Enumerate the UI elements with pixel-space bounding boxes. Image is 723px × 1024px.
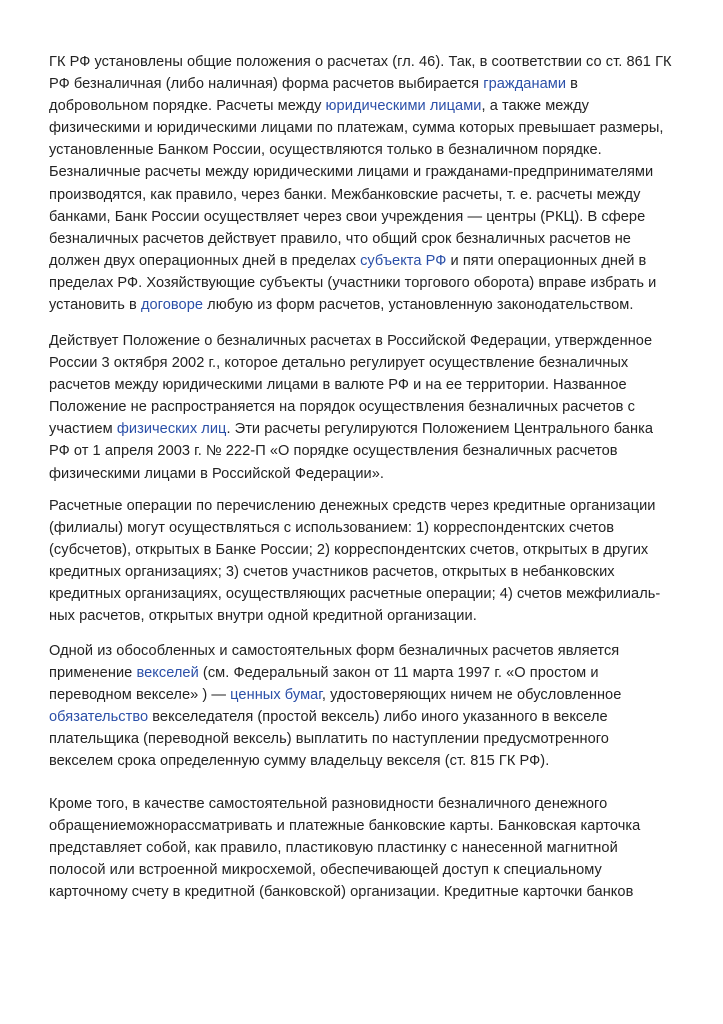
inline-link[interactable]: векселей — [136, 665, 199, 682]
text-segment: РФ от 1 апреля 2003 г. № 222-П «О порядке осуществления безналичных расчетов — [49, 443, 618, 460]
text-segment: физическими лицами в Российской Федерации». — [49, 465, 384, 482]
text-segment: карточному счету в кредитной (банковской) организации. Кредитные карточки банков — [49, 884, 634, 901]
text-segment: переводном векселе» ) — — [49, 687, 231, 704]
text-line — [49, 95, 689, 117]
text-segment: добровольном порядке. Расчеты между — [49, 98, 326, 115]
text-segment: ГК РФ установлены общие положения о расчетах (гл. 46). Так, в соответствии со ст. 861 ГК — [49, 54, 672, 70]
text-line — [49, 206, 689, 228]
text-segment: пределах РФ. Хозяйствующие субъекты (участники торгового оборота) вправе избрать и — [49, 274, 657, 291]
text-segment: полосой или встроенной микросхемой, обеспечивающей доступ к специальному — [49, 862, 602, 879]
text-segment: векселем срока определенную сумму владельцу векселя (ст. 815 ГК РФ). — [49, 753, 550, 770]
text-line — [49, 418, 689, 440]
text-segment: Кроме того, в качестве самостоятельной разновидности безналичного денежного — [49, 796, 608, 812]
text-line — [49, 463, 689, 485]
text-segment: Расчетные операции по перечислению денежных средств через кредитные организации — [49, 498, 656, 514]
text-segment: Одной из обособленных и самостоятельных форм безналичных расчетов является — [49, 643, 620, 659]
text-line — [49, 250, 689, 272]
text-line — [49, 228, 689, 250]
inline-link[interactable]: гражданами — [483, 76, 567, 93]
text-line — [49, 117, 689, 139]
text-line — [49, 859, 689, 881]
text-segment: плательщика (переводной вексель) выплатить по наступлении предусмотренного — [49, 731, 609, 748]
text-line — [49, 793, 689, 815]
text-line — [49, 272, 689, 294]
inline-link[interactable]: юридическими лицами — [325, 98, 482, 115]
text-segment: кредитных организациях; 3) счетов участников расчетов, открытых в небанковских — [49, 564, 615, 581]
paragraph-settlement-forms — [49, 51, 689, 316]
text-segment: в — [566, 76, 578, 93]
text-line — [49, 184, 689, 206]
paragraph-regulation-on-cashless-payments — [49, 330, 689, 485]
paragraph-settlement-operations — [49, 495, 689, 628]
text-segment: участием — [49, 421, 117, 438]
text-segment: Положение не распространяется на порядок осуществления безналичных расчетов с — [49, 399, 635, 416]
text-line — [49, 561, 689, 583]
text-segment: расчетов между юридическими лицами в валюте РФ и на ее территории. Названное — [49, 377, 627, 394]
text-line — [49, 539, 689, 561]
text-segment: обращениеможнорассматривать и платежные банковские карты. Банковская карточка — [49, 818, 641, 835]
text-segment: (субсчетов), открытых в Банке России; 2) корреспондентских счетов, открытых в других — [49, 542, 649, 559]
inline-link[interactable]: субъекта РФ — [360, 252, 447, 269]
text-line — [49, 374, 689, 396]
text-line — [49, 294, 689, 316]
text-segment: РФ безналичная (либо наличная) форма расчетов выбирается — [49, 76, 484, 93]
text-segment: России 3 октября 2002 г., которое детально регулирует осуществление безналичных — [49, 355, 629, 372]
text-segment: банками, Банк России осуществляет через свои учреждения — центры (РКЦ). В сфере — [49, 208, 646, 225]
text-line — [49, 396, 689, 418]
text-line — [49, 837, 689, 859]
text-segment: установленные Банком России, осуществляются только в безналичном порядке. — [49, 142, 602, 159]
text-line — [49, 662, 689, 684]
inline-link[interactable]: ценных бумаг — [230, 687, 322, 704]
text-line — [49, 815, 689, 837]
text-line — [49, 583, 689, 605]
text-segment: . Эти расчеты регулируются Положением Центрального банка — [226, 421, 654, 438]
text-line — [49, 750, 689, 772]
text-line — [49, 495, 689, 517]
paragraph-bank-cards — [49, 793, 689, 903]
text-line — [49, 684, 689, 706]
text-segment: Действует Положение о безналичных расчетах в Российской Федерации, утвержденное — [49, 333, 653, 349]
text-segment: производятся, как правило, через банки. Межбанковские расчеты, т. е. расчеты между — [49, 186, 641, 203]
inline-link[interactable]: физических лиц — [116, 421, 227, 438]
text-line — [49, 51, 689, 73]
inline-link[interactable]: обязательство — [49, 709, 149, 726]
text-line — [49, 881, 689, 903]
text-segment: установить в — [49, 297, 141, 314]
text-segment: применение — [49, 665, 137, 682]
text-segment: векселедателя (простой вексель) либо иного указанного в векселе — [148, 709, 608, 726]
text-segment: любую из форм расчетов, установленную законодательством. — [203, 297, 634, 314]
text-segment: должен двух операционных дней в пределах — [49, 252, 361, 269]
text-segment: (см. Федеральный закон от 11 марта 1997 г. «О простом и — [198, 665, 599, 682]
text-segment: , удостоверяющих ничем не обусловленное — [321, 687, 622, 704]
inline-link[interactable]: договоре — [140, 297, 204, 314]
text-segment: ных расчетов, открытых внутри одной кредитной организации. — [49, 608, 477, 625]
text-segment: (филиалы) могут осуществляться с использованием: 1) корреспондентских счетов — [49, 520, 615, 537]
text-line — [49, 161, 689, 183]
text-line — [49, 440, 689, 462]
text-line — [49, 605, 689, 627]
text-segment: кредитных организациях, осуществляющих расчетные операции; 4) счетов межфилиаль- — [49, 586, 661, 603]
text-segment: Безналичные расчеты между юридическими лицами и гражданами-предпринимателями — [49, 164, 654, 181]
text-segment: физическими и юридическими лицами по платежам, сумма которых превышает размеры, — [49, 120, 664, 137]
text-line — [49, 640, 689, 662]
paragraph-promissory-notes — [49, 640, 689, 773]
text-line — [49, 352, 689, 374]
text-line — [49, 73, 689, 95]
text-line — [49, 330, 689, 352]
text-segment: безналичных расчетов действует правило, что общий срок безналичных расчетов не — [49, 230, 631, 247]
text-line — [49, 728, 689, 750]
text-line — [49, 139, 689, 161]
text-segment: представляет собой, как правило, пластиковую пластинку с нанесенной магнитной — [49, 840, 618, 857]
text-segment: , а также между — [481, 98, 590, 115]
text-line — [49, 517, 689, 539]
text-segment: и пяти операционных дней в — [446, 252, 647, 269]
text-line — [49, 706, 689, 728]
